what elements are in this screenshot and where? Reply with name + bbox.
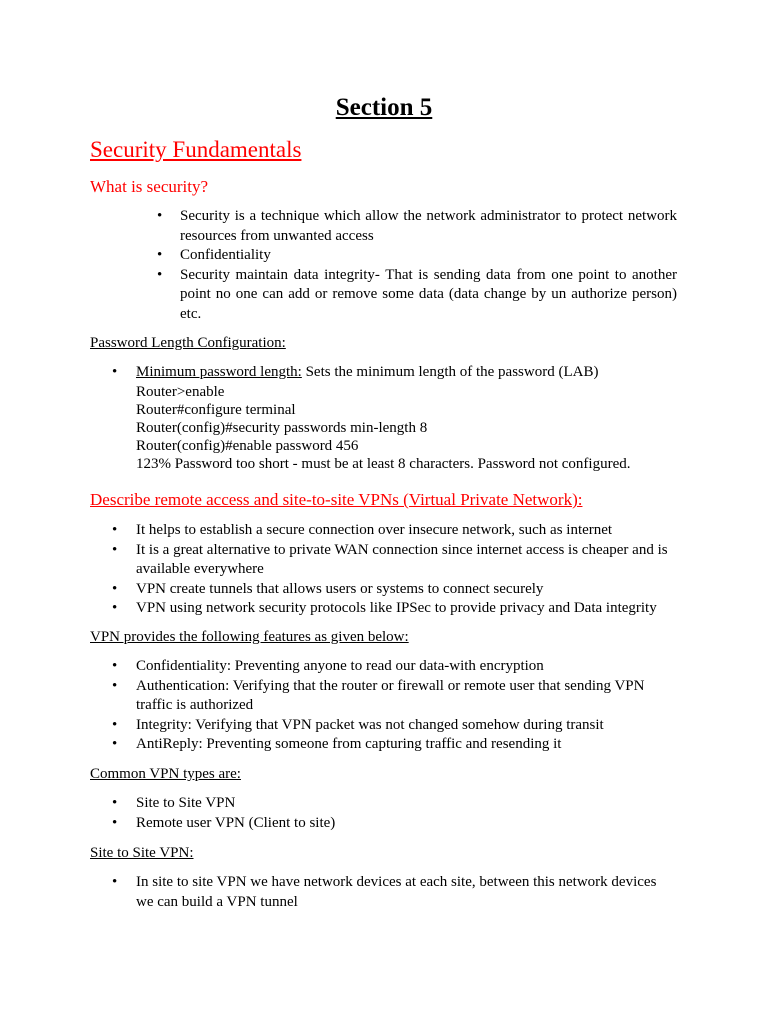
heading-security-fundamentals: Security Fundamentals xyxy=(90,137,302,162)
list-item xyxy=(157,266,677,325)
list-item-text: It is a great alternative to private WAN connection since internet access is cheaper and is available everywhere xyxy=(136,541,668,577)
bullet-icon: • xyxy=(112,580,118,597)
list-item-text: Authentication: Verifying that the router or firewall or remote user that sending VPN traffic is authorized xyxy=(136,677,645,713)
bullet-icon: • xyxy=(157,247,163,263)
list-item xyxy=(112,814,677,834)
heading-describe-vpn: Describe remote access and site-to-site VPNs (Virtual Private Network): xyxy=(90,490,583,509)
list-item xyxy=(157,246,677,266)
bullet-icon: • xyxy=(112,814,118,831)
list-item-text: It helps to establish a secure connection over insecure network, such as internet xyxy=(136,522,613,538)
bullet-icon: • xyxy=(157,208,163,224)
list-item-text: Integrity: Verifying that VPN packet was not changed somehow during transit xyxy=(136,716,604,733)
list-item-text: Security maintain data integrity- That is sending data from one point to another point no one can add or remove some data (data change by un authorize person) etc. xyxy=(180,266,677,322)
heading-password-length: Password Length Configuration: xyxy=(90,335,286,351)
list-item-text: AntiReply: Preventing someone from capturing traffic and resending it xyxy=(136,736,562,752)
bullet-icon: • xyxy=(112,364,118,380)
heading-site-to-site: Site to Site VPN: xyxy=(90,845,194,861)
cli-line: Router>enable xyxy=(136,383,225,400)
bullet-icon: • xyxy=(112,874,118,890)
cli-output-line: 123% Password too short - must be at least 8 characters. Password not configured. xyxy=(136,455,631,472)
list-item xyxy=(112,873,662,912)
cli-line: Router(config)#enable password 456 xyxy=(136,437,359,454)
bullet-icon: • xyxy=(112,600,118,616)
list-item xyxy=(112,735,677,755)
min-password-text: Sets the minimum length of the password (LAB) xyxy=(301,364,599,380)
list-item xyxy=(112,521,677,541)
list-item-text: Site to Site VPN xyxy=(136,795,236,811)
list-item xyxy=(112,541,677,580)
bullet-icon: • xyxy=(112,677,118,694)
list-item xyxy=(112,580,677,600)
heading-vpn-features: VPN provides the following features as given below: xyxy=(90,629,409,645)
list-item-text: In site to site VPN we have network devices at each site, between this network devices we can build a VPN tunnel xyxy=(136,874,657,910)
list-item xyxy=(112,657,677,677)
bullet-icon: • xyxy=(112,716,118,733)
bullet-icon: • xyxy=(157,266,163,283)
list-item xyxy=(112,599,677,619)
bullet-icon: • xyxy=(112,541,118,558)
section-title: Section 5 xyxy=(335,94,433,121)
list-item xyxy=(112,794,677,814)
list-item xyxy=(112,716,677,736)
list-item-text: Security is a technique which allow the network administrator to protect network resources from unwanted access xyxy=(180,208,677,244)
list-item xyxy=(157,207,677,246)
list-item-text: Confidentiality xyxy=(180,247,271,263)
cli-line: Router#configure terminal xyxy=(136,401,296,418)
vpn-describe-list xyxy=(112,521,677,619)
list-item-text: VPN using network security protocols like IPSec to provide privacy and Data integrity xyxy=(136,600,657,616)
min-password-label: Minimum password length: xyxy=(136,364,302,380)
list-item-text: Confidentiality: Preventing anyone to read our data-with encryption xyxy=(136,658,544,674)
bullet-icon: • xyxy=(112,795,118,811)
site-to-site-list xyxy=(112,873,662,912)
cli-line: Router(config)#security passwords min-length 8 xyxy=(136,419,428,436)
vpn-types-list xyxy=(112,794,677,833)
heading-vpn-types: Common VPN types are: xyxy=(90,766,241,782)
bullet-icon: • xyxy=(112,658,118,674)
bullet-icon: • xyxy=(112,522,118,538)
heading-what-is-security: What is security? xyxy=(90,177,209,196)
list-item-text: VPN create tunnels that allows users or systems to connect securely xyxy=(136,580,544,597)
list-item-text: Remote user VPN (Client to site) xyxy=(136,814,336,831)
list-item xyxy=(112,363,692,473)
password-list xyxy=(112,363,692,473)
vpn-features-list xyxy=(112,657,677,755)
what-is-security-list xyxy=(157,207,677,324)
bullet-icon: • xyxy=(112,736,118,752)
list-item xyxy=(112,677,677,716)
